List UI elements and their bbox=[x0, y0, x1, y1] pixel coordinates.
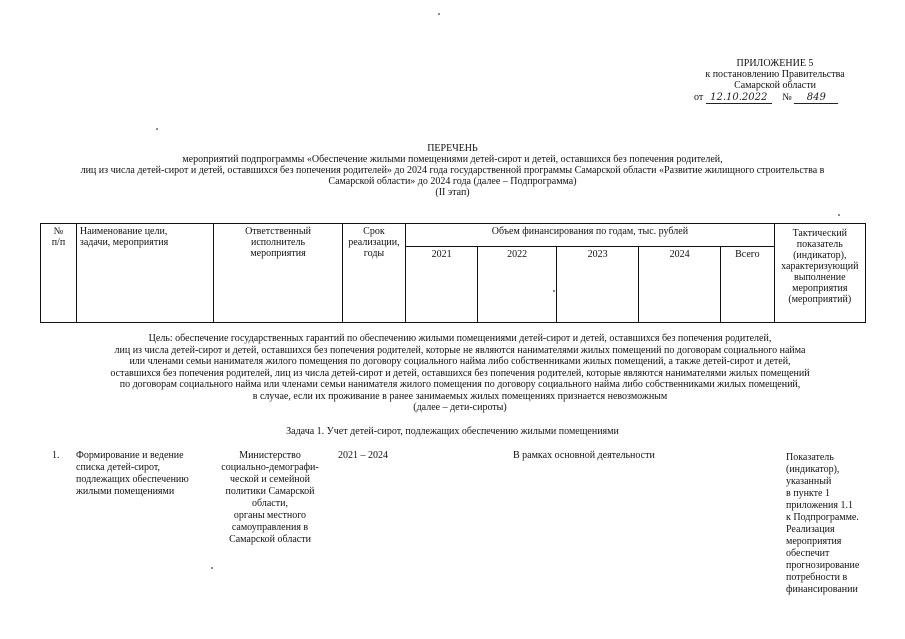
row-1-number: 1. bbox=[52, 450, 60, 461]
scan-speck bbox=[553, 290, 555, 292]
row-1-indicator: Показатель (индикатор), указанный в пункте 1 приложения 1.1 к Подпрограмме. Реализация мероприятия обеспечит прогнозирование потребности в финансировании bbox=[786, 452, 860, 595]
header-year-2024: 2024 bbox=[639, 247, 721, 323]
header-total: Всего bbox=[721, 247, 774, 323]
goal-line: по договорам социального найма или членами семьи нанимателя жилого помещения по договору социального найма либо собственниками жилых помещений, bbox=[119, 379, 801, 390]
goal-line: оставшихся без попечения родителей, лиц из числа детей-сирот и детей, оставшихся без попечения родителей, которые являются нанимателями жилых помещений bbox=[110, 367, 810, 379]
title-line-2: лиц из числа детей-сирот и детей, оставшихся без попечения родителей» до 2024 года государственной программы Самарской области «Развитие жилищного строительства в bbox=[80, 165, 825, 176]
signed-date: 12.10.2022 bbox=[706, 92, 772, 104]
header-year-2023: 2023 bbox=[557, 247, 639, 323]
title-heading: ПЕРЕЧЕНЬ bbox=[427, 143, 478, 154]
goal-line: или членами семьи нанимателя жилого помещения по договору социального найма либо собственниками жилых помещений, а также детей-сирот и детей, bbox=[129, 356, 791, 367]
row-1-name: Формирование и ведение списка детей-сирот, подлежащих обеспечению жилыми помещениями bbox=[76, 450, 189, 497]
header-name: Наименование цели, задачи, мероприятия bbox=[76, 224, 213, 323]
annex-date-line bbox=[694, 92, 838, 104]
title-line-3: Самарской области» до 2024 года (далее – Подпрограмма) bbox=[328, 176, 577, 187]
number-label: № bbox=[782, 92, 792, 103]
header-responsible: Ответственный исполнитель мероприятия bbox=[214, 224, 342, 323]
goal-line: (далее – дети-сироты) bbox=[413, 402, 507, 413]
date-from-label: от bbox=[694, 92, 704, 103]
scan-speck bbox=[156, 128, 158, 130]
document-title bbox=[0, 143, 905, 198]
title-stage: (II этап) bbox=[435, 187, 470, 198]
goal-line: Цель: обеспечение государственных гарантий по обеспечению жилыми помещениями детей-сирот и детей, оставшихся без попечения родителей, bbox=[148, 333, 772, 344]
row-1-responsible: Министерство социально-демографи- ческой и семейной политики Самарской области, органы местного самоуправления в Самарской области bbox=[221, 450, 319, 545]
header-indicator: Тактический показатель (индикатор), характеризующий выполнение мероприятия (мероприятий) bbox=[774, 224, 865, 323]
header-year-2022: 2022 bbox=[478, 247, 557, 323]
goal-paragraph bbox=[60, 333, 860, 414]
goal-line: в случае, если их проживание в ранее занимаемых жилых помещениях признается невозможным bbox=[252, 390, 668, 402]
task-heading: Задача 1. Учет детей-сирот, подлежащих обеспечению жилыми помещениями bbox=[286, 426, 619, 437]
annex-title: ПРИЛОЖЕНИЕ 5 bbox=[736, 58, 814, 69]
header-num: № п/п bbox=[41, 224, 77, 323]
measures-table-header bbox=[40, 223, 866, 323]
header-funding: Объем финансирования по годам, тыс. рублей bbox=[406, 224, 774, 247]
annex-block bbox=[680, 58, 870, 91]
row-1-funding: В рамках основной деятельности bbox=[513, 450, 655, 461]
annex-line-3: Самарской области bbox=[734, 80, 816, 91]
decree-number: 849 bbox=[794, 92, 838, 104]
goal-line: лиц из числа детей-сирот и детей, оставшихся без попечения родителей, которые не являются нанимателями жилых помещений по договорам социального найма bbox=[114, 344, 806, 356]
annex-line-2: к постановлению Правительства bbox=[705, 69, 845, 80]
header-term: Срок реализации, годы bbox=[342, 224, 406, 323]
header-year-2021: 2021 bbox=[406, 247, 478, 323]
row-1-term: 2021 – 2024 bbox=[338, 450, 388, 461]
scan-speck bbox=[838, 214, 840, 216]
title-line-1: мероприятий подпрограммы «Обеспечение жилыми помещениями детей-сирот и детей, оставшихся без попечения родителей, bbox=[182, 154, 723, 165]
scan-speck bbox=[211, 567, 213, 569]
scan-speck bbox=[438, 13, 440, 15]
